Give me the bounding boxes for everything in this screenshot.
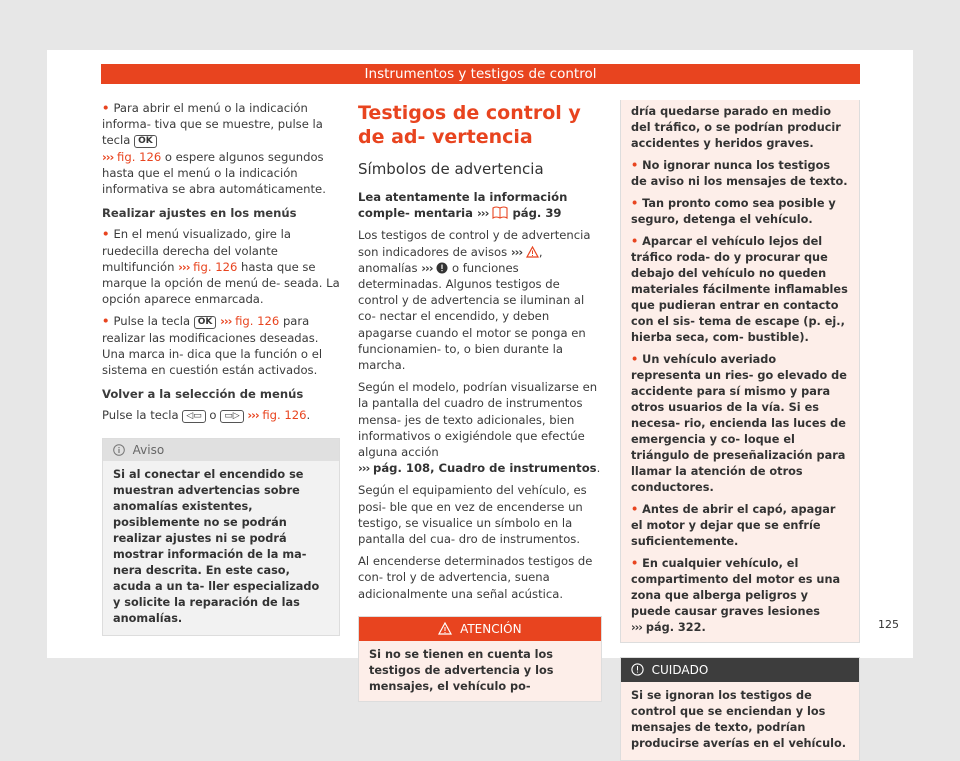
bullet-marker bbox=[631, 353, 642, 366]
note-header bbox=[103, 439, 339, 461]
section-subtitle: Símbolos de advertencia bbox=[358, 160, 544, 178]
reference-arrows: ››› bbox=[102, 149, 114, 164]
bullet-marker bbox=[631, 159, 642, 172]
text: o espere algunos segundos hasta que el menú o la indicación informativa se abra automáticamente. bbox=[102, 149, 326, 197]
exclamation-circle-icon bbox=[631, 663, 644, 676]
page-number: 125 bbox=[878, 618, 899, 631]
bullet-marker bbox=[102, 101, 113, 115]
section-title: Testigos de control y de ad- vertencia bbox=[358, 102, 581, 148]
bullet-marker bbox=[631, 557, 642, 570]
warning-box bbox=[358, 616, 602, 702]
text: Lea atentamente la información comple- mentaria bbox=[358, 190, 568, 221]
text: Un vehículo averiado representa un ries- go elevado de accidente para sí mismo y para otros usuarios de la vía. Si es necesa- rio, encienda las luces de emergencia y co- loque el triángulo de preseñalización para llamar la atención de otros conductores. bbox=[631, 353, 847, 494]
text: o funciones determinadas. Algunos testigos de control y de advertencia se iluminan al co- nectar el encendido, y deben apagarse cuando el motor se ponga en funcionamien- to, o bien durante la marcha. bbox=[358, 260, 586, 373]
reference-arrows: ››› bbox=[631, 621, 642, 634]
warning-triangle-icon bbox=[526, 246, 539, 258]
bullet-marker bbox=[102, 227, 113, 241]
warning-bullet bbox=[631, 196, 849, 228]
bullet-marker bbox=[102, 314, 113, 328]
reference-arrows: ››› bbox=[510, 244, 523, 259]
warning-bullet bbox=[631, 234, 849, 346]
bullet-marker bbox=[631, 197, 642, 210]
reference-arrows: ››› bbox=[247, 408, 259, 423]
column-right bbox=[620, 100, 860, 761]
page-reference-link[interactable]: pág. 108, Cuadro de instrumentos bbox=[373, 461, 597, 476]
text: No ignorar nunca los testigos de aviso ni los mensajes de texto. bbox=[631, 159, 848, 188]
paragraph-open-menu bbox=[102, 100, 340, 197]
page-header: Instrumentos y testigos de control bbox=[101, 64, 860, 84]
bullet-marker bbox=[631, 503, 642, 516]
text: Aparcar el vehículo lejos del tráfico roda- do y procurar que debajo del vehículo no queden materiales fácilmente inflamables que pudieran entrar en contacto con el sis- tema de escape (p. ej., hierba seca, com- bustible). bbox=[631, 235, 848, 344]
column-middle bbox=[358, 100, 602, 702]
text: Según el modelo, podrían visualizarse en la pantalla del cuadro de instrumentos mensa- jes de texto adicionales, bien informativos o exigiéndole que efectúe alguna acción bbox=[358, 380, 598, 460]
reference-arrows: ››› bbox=[178, 259, 190, 274]
paragraph-return: Pulse la tecla ◁▭ o ▭▷ ››› fig. 126. bbox=[102, 408, 311, 423]
reference-arrows: ››› bbox=[220, 314, 232, 329]
text: En el menú visualizado, gire la ruedecilla derecha del volante multifunción bbox=[102, 227, 291, 274]
warning-bullet bbox=[631, 556, 849, 636]
heading-adjust: Realizar ajustes en los menús bbox=[102, 206, 297, 221]
note-title: Aviso bbox=[132, 442, 165, 457]
paragraph-messages: Según el modelo, podrían visualizarse en la pantalla del cuadro de instrumentos mensa- jes de texto adicionales, bien informativos o exigiéndole que efectúe alguna acción ››› pág. 108, Cuadro de instrumentos. bbox=[358, 380, 601, 476]
caution-title: CUIDADO bbox=[651, 663, 709, 677]
figure-reference-link[interactable]: fig. 126 bbox=[193, 259, 238, 274]
text: , anomalías bbox=[358, 244, 543, 275]
warning-triangle-icon bbox=[438, 622, 452, 635]
warning-body-continued bbox=[621, 100, 859, 642]
text: Pulse la tecla bbox=[113, 314, 191, 329]
page-reference-link[interactable]: pág. 39 bbox=[512, 206, 562, 221]
note-box bbox=[102, 438, 340, 636]
back-key-icon: ◁▭ bbox=[182, 410, 205, 423]
warning-body: Si no se tienen en cuenta los testigos de advertencia y los mensajes, el vehículo po- bbox=[359, 641, 601, 701]
column-left bbox=[102, 100, 340, 636]
figure-reference-link[interactable]: fig. 126 bbox=[117, 149, 162, 164]
figure-reference-link[interactable]: fig. 126 bbox=[235, 314, 280, 329]
book-icon bbox=[492, 206, 508, 219]
warning-bullet bbox=[631, 158, 849, 190]
bullet-marker bbox=[631, 235, 642, 248]
note-body: Si al conectar el encendido se muestran advertencias sobre anomalías existentes, posiblemente no se podrán realizar ajustes ni se podrá mostrar información de la ma- nera descrita. En este caso, acuda a un ta- ller especializado y solicite la reparación de las anomalías. bbox=[103, 461, 339, 635]
figure-reference-link[interactable]: fig. 126 bbox=[262, 408, 307, 423]
paragraph-indicators bbox=[358, 227, 602, 373]
text: Tan pronto como sea posible y seguro, detenga el vehículo. bbox=[631, 197, 836, 226]
warning-header bbox=[359, 617, 601, 641]
warning-title: ATENCIÓN bbox=[460, 621, 522, 636]
ok-key-icon: OK bbox=[194, 316, 217, 329]
text: hasta que se marque la opción de menú de- seada. La opción aparece enmarcada. bbox=[102, 259, 340, 307]
ok-key-icon: OK bbox=[134, 135, 157, 148]
text: En cualquier vehículo, el compartimento del motor es una zona que alberga peligros y puede causar graves lesiones bbox=[631, 557, 841, 618]
reference-arrows: ››› bbox=[358, 461, 370, 476]
exclamation-circle-icon bbox=[436, 262, 448, 274]
caution-body: Si se ignoran los testigos de control que se enciendan y los mensajes de texto, podrían producirse averías en el vehículo. bbox=[621, 682, 859, 760]
paragraph-acoustic: Al encenderse determinados testigos de con- trol y de advertencia, suena adicionalmente una señal acústica. bbox=[358, 554, 593, 601]
paragraph-press-key bbox=[102, 313, 340, 378]
page-reference-link[interactable]: pág. 322. bbox=[645, 621, 706, 634]
paragraph-wheel bbox=[102, 226, 340, 307]
text: Los testigos de control y de advertencia son indicadores de avisos bbox=[358, 228, 591, 259]
lead-paragraph bbox=[358, 189, 602, 221]
paragraph-equipment: Según el equipamiento del vehículo, es posi- ble que en vez de encenderse un testigo, se visualice un símbolo en la pantalla del cua- dro de instrumentos. bbox=[358, 483, 587, 547]
forward-key-icon: ▭▷ bbox=[220, 410, 243, 423]
warning-bullet bbox=[631, 352, 849, 496]
text: Para abrir el menú o la indicación informa- tiva que se muestre, pulse la tecla bbox=[102, 101, 323, 148]
caution-header bbox=[621, 658, 859, 682]
info-icon bbox=[113, 444, 125, 456]
text: o bbox=[209, 408, 217, 423]
caution-box bbox=[620, 657, 860, 761]
reference-arrows: ››› bbox=[421, 260, 433, 275]
warning-continuation: dría quedarse parado en medio del tráfico, o se podrían producir accidentes y heridos graves. bbox=[631, 105, 841, 150]
text: Antes de abrir el capó, apagar el motor y dejar que se enfríe suficientemente. bbox=[631, 503, 836, 548]
text: Pulse la tecla bbox=[102, 408, 179, 423]
warning-bullet bbox=[631, 502, 849, 550]
warning-box-continued bbox=[620, 100, 860, 643]
reference-arrows: ››› bbox=[477, 206, 489, 221]
text: para realizar las modificaciones deseadas. Una marca in- dica que la función o el sistema en cuestión están activados. bbox=[102, 314, 323, 378]
heading-return: Volver a la selección de menús bbox=[102, 387, 304, 402]
